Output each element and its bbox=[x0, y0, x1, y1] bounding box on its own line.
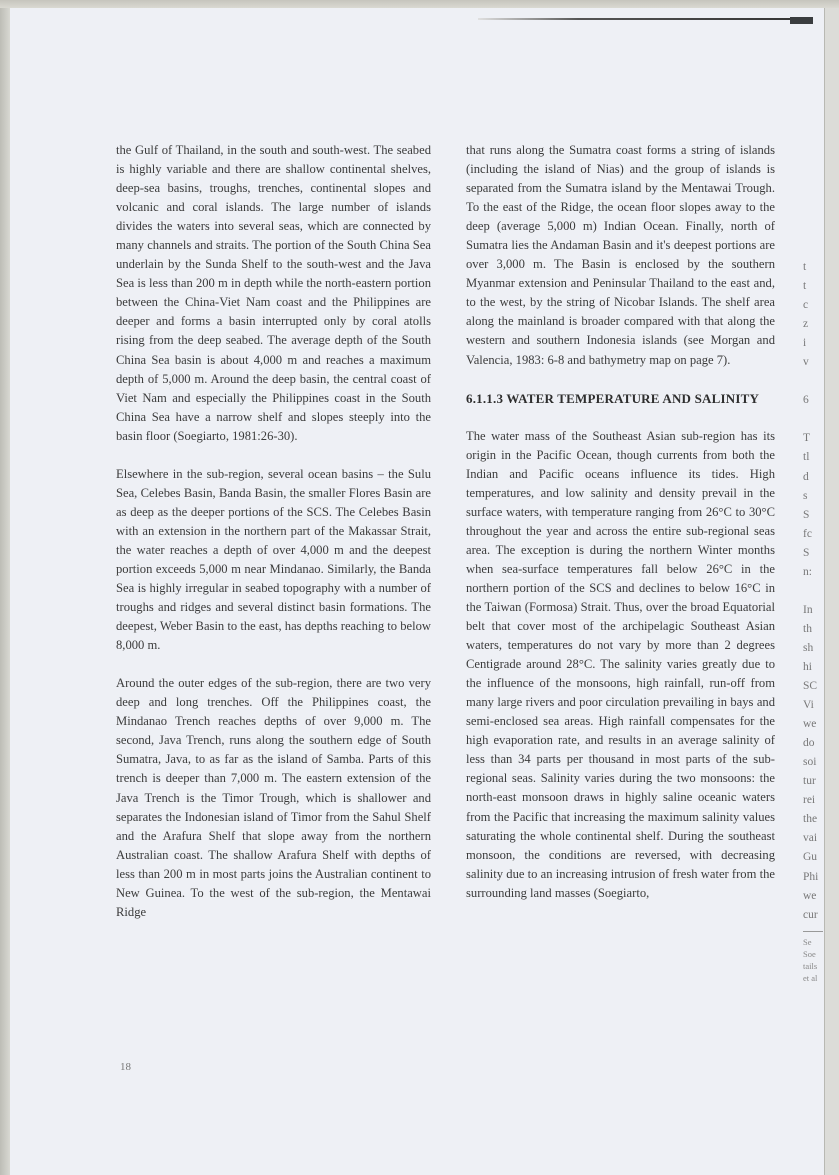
bleed-footnote-line: Se bbox=[803, 936, 812, 947]
bleed-line: d bbox=[803, 470, 809, 483]
scan-spine-edge bbox=[0, 8, 10, 1175]
bleed-line: do bbox=[803, 737, 815, 750]
bleed-line: Gu bbox=[803, 851, 818, 864]
bleed-line: tur bbox=[803, 775, 816, 788]
header-rule-tab bbox=[790, 17, 813, 24]
bleed-line: s bbox=[803, 489, 808, 502]
bleed-line: Vi bbox=[803, 699, 814, 712]
bleed-footnote-line: tails bbox=[803, 960, 818, 971]
scan-top-edge bbox=[0, 0, 839, 8]
bleed-line: S bbox=[803, 508, 810, 521]
section-heading: 6.1.1.3 WATER TEMPERATURE AND SALINITY bbox=[466, 390, 760, 406]
bleed-line: hi bbox=[803, 660, 812, 673]
next-page-edge bbox=[824, 8, 839, 1175]
bleed-line: cur bbox=[803, 908, 818, 921]
bleed-line: In bbox=[803, 603, 813, 616]
bleed-line: Phi bbox=[803, 870, 819, 883]
bleed-line: S bbox=[803, 546, 810, 559]
left-column bbox=[116, 141, 431, 922]
bleed-line: sh bbox=[803, 641, 814, 654]
bleed-line: soi bbox=[803, 756, 817, 769]
paragraph-seabed: the Gulf of Thailand, in the south and south-west. The seabed is highly variable and there are shallow continental shelves, deep-sea basins, troughs, trenches, continental slopes and volcanic and coral islands. The large number of islands divides the waters into several seas, which are connected by many channels and straits. The portion of the South China Sea underlain by the Sunda Shelf to the south-west and the Java Sea is less than 200 m in depth while the north-eastern portion between the China-Viet Nam coast and the Philippines are deeper and forms a basin interrupted only by coral atolls rising from the deep seabed. The average depth of the South China Sea basin is about 4,000 m and reaches a maximum depth of 5,000 m. Around the deep basin, the central coast of Viet Nam and especially the Philippines coast in the South China Sea have a narrow shelf and slopes steeply into the basin floor (Soegiarto, 1981:26-30). bbox=[116, 143, 431, 443]
bleed-footnote-line: Soe bbox=[803, 948, 816, 959]
bleed-footnote-line: et al bbox=[803, 972, 818, 983]
bleed-line: c bbox=[803, 299, 809, 312]
bleed-line: we bbox=[803, 718, 817, 731]
paragraph-mentawai-andaman: that runs along the Sumatra coast forms a string of islands (including the island of Nias) and the group of islands is separated from the Sumatra island by the Mentawai Trough. To the east of the Ridge, the ocean floor slopes away to the deep (average 5,000 m) Indian Ocean. Finally, north of Sumatra lies the Andaman Basin and it's deepest portions are over 3,000 m. The Basin is enclosed by the southern Myanmar extension and Peninsular Thailand to the east and, to the west, by the string of Nicobar Islands. The shelf area along the mainland is broader compared with that along the western and southern Indonesia islands (see Morgan and Valencia, 1983: 6-8 and bathymetry map on page 7). bbox=[466, 143, 775, 367]
bleed-line: z bbox=[803, 318, 809, 331]
bleed-line: vai bbox=[803, 832, 818, 845]
bleed-line: th bbox=[803, 622, 812, 635]
bleed-line: t bbox=[803, 280, 807, 293]
bleed-line bbox=[803, 410, 825, 429]
bleed-line: fc bbox=[803, 527, 812, 540]
bleed-line: we bbox=[803, 889, 817, 902]
paragraph-temperature-salinity: The water mass of the Southeast Asian sub-region has its origin in the Pacific Ocean, though currents from both the Indian and Pacific oceans influence its tides. High temperatures, and low salinity and density prevail in the surface waters, with temperature ranging from 26°C to 30°C throughout the year and across the entire sub-regional seas area. The exception is during the northern Winter months when sea-surface temperatures fall below 26°C in the northern portion of the SCS and declines to below 16°C in the Taiwan (Formosa) Strait. Thus, over the broad Equatorial belt that cover most of the archipelagic Southeast Asian waters, temperatures do not vary by more than 2 degrees Centigrade around 28°C. The salinity varies greatly due to the influence of the monsoons, high rainfall, run-off from many large rivers and poor circulation prevailing in bays and semi-enclosed sea areas. High rainfall compensates for the high evaporation rate, and results in an average salinity of less than 34 parts per thousand in most parts of the sub-regional seas. Salinity varies during the two monsoons: the north-east monsoon draws in highly saline oceanic waters from the Pacific that increasing the maximum salinity values saturating the whole continental shelf. During the southeast monsoon, the conditions are reversed, with decreasing salinity due to an increasing intrusion of fresh water from the surrounding land masses (Soegiarto, bbox=[466, 428, 775, 900]
bleed-line: the bbox=[803, 813, 818, 826]
bleed-footnote-rule bbox=[803, 931, 823, 932]
bleed-line: SC bbox=[803, 680, 818, 693]
page-number: 18 bbox=[120, 1061, 131, 1073]
bleed-line: t bbox=[803, 261, 807, 273]
bleed-line bbox=[803, 372, 825, 391]
bleed-line: n: bbox=[803, 565, 812, 578]
paragraph-trenches: Around the outer edges of the sub-region, there are two very deep and long trenches. Off the Philippines coast, the Mindanao Trench reaches depths of over 9,000 m. The second, Java Trench, runs along the southern edge of South Sumatra, Java, to as far as the island of Samba. Parts of this trench is deeper than 7,000 m. The eastern extension of the Java Trench is the Timor Trough, which is shallower and separates the Indonesian island of Timor from the Sahul Shelf and the Arafura Shelf that slope away from the northern Australian coast. The shallow Arafura Shelf with depths of less than 200 m in most parts joins the Australian continent to New Guinea. To the west of the sub-region, the Mentawai Ridge bbox=[116, 676, 431, 919]
right-column bbox=[466, 141, 775, 903]
paragraph-ocean-basins: Elsewhere in the sub-region, several ocean basins – the Sulu Sea, Celebes Basin, Banda Basin, the smaller Flores Basin are as deep as the deeper portions of the SCS. The Celebes Basin with an extension in the northern part of the Makassar Strait, the water reaches a depth of over 4,000 m and the deepest portion exceeds 5,000 m near Mindanao. Similarly, the Banda Sea is highly irregular in seabed topography with a number of troughs and ridges and several distinct basin formations. The deepest, Weber Basin to the east, has depths reaching to below 8,000 m. bbox=[116, 466, 431, 653]
bleed-line: v bbox=[803, 356, 809, 369]
bleed-line: i bbox=[803, 337, 807, 350]
bleed-line: T bbox=[803, 432, 811, 445]
bleed-line: 6 bbox=[803, 394, 809, 407]
header-rule bbox=[478, 18, 813, 20]
bleed-line bbox=[803, 582, 825, 601]
bleed-line: tl bbox=[803, 451, 810, 464]
bleed-line: rei bbox=[803, 794, 816, 807]
next-page-text-bleed bbox=[803, 258, 825, 984]
